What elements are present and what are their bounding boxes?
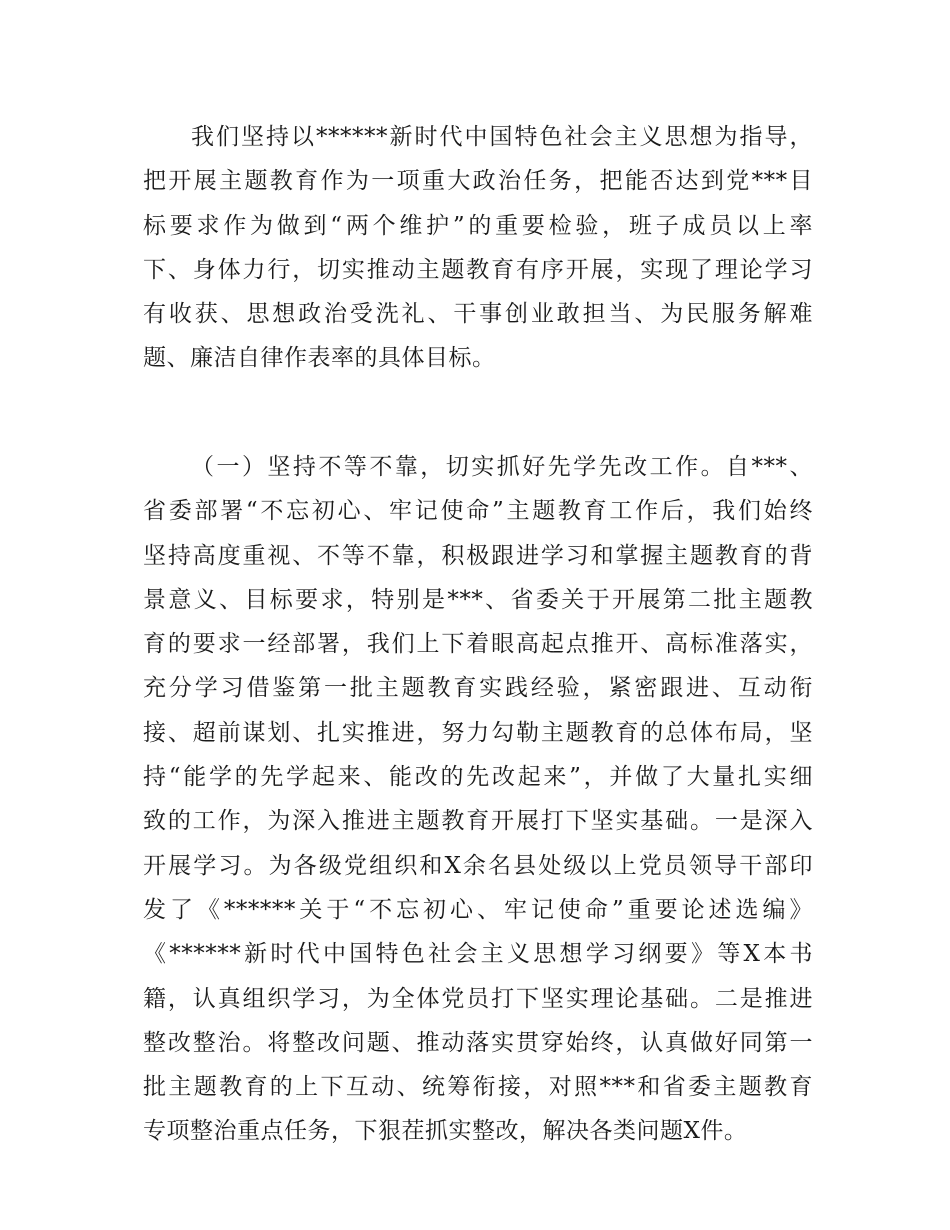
text-line: 持“能学的先学起来、能改的先改起来”，并做了大量扎实细 — [143, 764, 813, 791]
text-line: 致的工作，为深入推进主题教育开展打下坚实基础。一是深入 — [143, 808, 813, 835]
paragraph-section-1 — [143, 445, 813, 1154]
text-line: 下、身体力行，切实推动主题教育有序开展，实现了理论学习 — [143, 256, 813, 283]
text-line: 充分学习借鉴第一批主题教育实践经验，紧密跟进、互动衔 — [143, 675, 813, 702]
text-line: 题、廉洁自律作表率的具体目标。 — [143, 345, 496, 372]
text-line: 我们坚持以******新时代中国特色社会主义思想为指导， — [191, 124, 813, 150]
text-line: 批主题教育的上下互动、统筹衔接，对照***和省委主题教育 — [143, 1074, 813, 1101]
text-line: 标要求作为做到“两个维护”的重要检验，班子成员以上率 — [143, 212, 813, 239]
text-line: 把开展主题教育作为一项重大政治任务，把能否达到党***目 — [143, 168, 813, 195]
text-line: 整改整治。将整改问题、推动落实贯穿始终，认真做好同第一 — [143, 1029, 813, 1056]
text-line: 坚持高度重视、不等不靠，积极跟进学习和掌握主题教育的背 — [143, 542, 813, 569]
text-line: 接、超前谋划、扎实推进，努力勾勒主题教育的总体布局，坚 — [143, 719, 813, 746]
text-line: 《******新时代中国特色社会主义思想学习纲要》等X本书 — [143, 941, 813, 968]
text-line: 专项整治重点任务，下狠茬抓实整改，解决各类问题X件。 — [143, 1118, 748, 1145]
text-line: 景意义、目标要求，特别是***、省委关于开展第二批主题教 — [143, 586, 813, 613]
text-line: 省委部署“不忘初心、牢记使命”主题教育工作后，我们始终 — [143, 498, 813, 525]
text-line: 开展学习。为各级党组织和X余名县处级以上党员领导干部印 — [143, 852, 813, 879]
text-line: 育的要求一经部署，我们上下着眼高起点推开、高标准落实， — [143, 631, 813, 658]
text-line: 发了《******关于“不忘初心、牢记使命”重要论述选编》 — [143, 896, 813, 923]
text-line: 有收获、思想政治受洗礼、干事创业敢担当、为民服务解难 — [143, 301, 813, 328]
text-line: （一）坚持不等不靠，切实抓好先学先改工作。自***、 — [191, 454, 813, 480]
text-line: 籍，认真组织学习，为全体党员打下坚实理论基础。二是推进 — [143, 985, 813, 1012]
paragraph-intro — [143, 115, 813, 381]
